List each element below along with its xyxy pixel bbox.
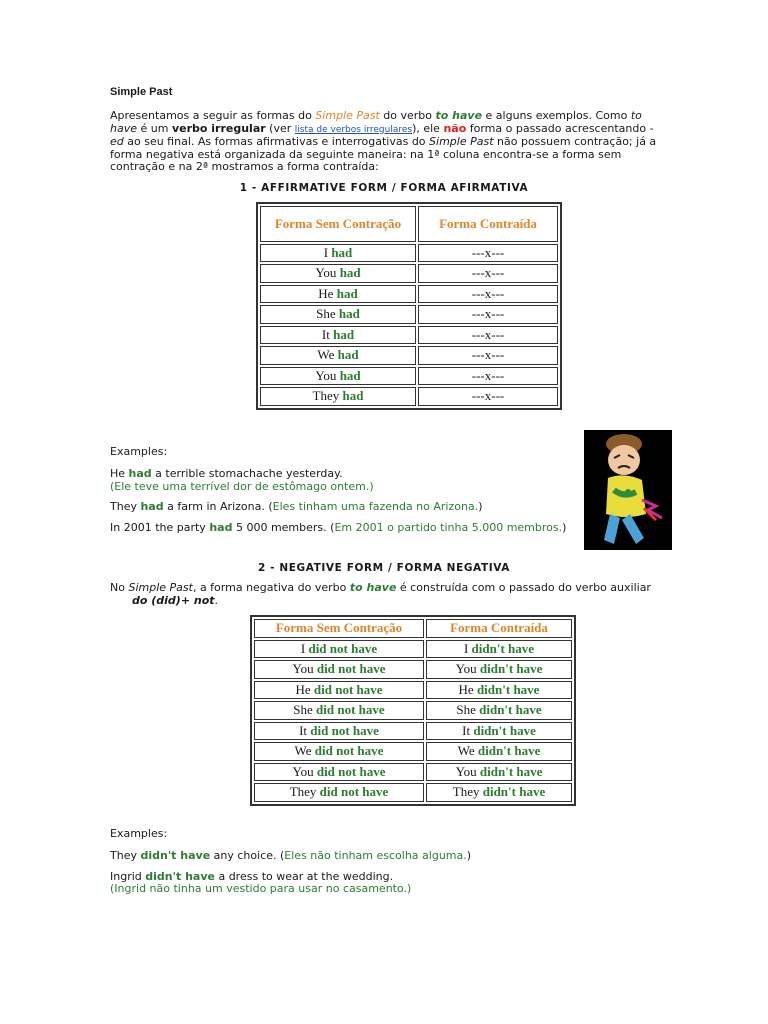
negative-uncontracted-cell: She did not have	[254, 701, 424, 720]
affirmative-uncontracted-cell: They had	[260, 387, 416, 406]
affirmative-contracted-cell: ---x---	[418, 346, 558, 365]
examples-label: Examples:	[110, 444, 168, 458]
negative-contracted-cell: It didn't have	[426, 722, 572, 741]
affirmative-heading: 1 - AFFIRMATIVE FORM / FORMA AFIRMATIVA	[239, 181, 529, 194]
affirmative-contracted-cell: ---x---	[418, 264, 558, 283]
negative-uncontracted-cell: You did not have	[254, 660, 424, 679]
negative-row	[254, 722, 572, 741]
negative-contracted-cell: You didn't have	[426, 763, 572, 782]
negative-contracted-cell: You didn't have	[426, 660, 572, 679]
negative-row	[254, 783, 572, 802]
negative-uncontracted-cell: I did not have	[254, 640, 424, 659]
negative-table	[250, 615, 576, 806]
example-5: Ingrid didn't have a dress to wear at the wedding. (Ingrid não tinha um vestido para usar no casamento.)	[110, 869, 412, 895]
affirmative-row	[260, 367, 558, 386]
affirmative-uncontracted-cell: He had	[260, 285, 416, 304]
affirmative-col-contracted: Forma Contraída	[418, 206, 558, 242]
affirmative-contracted-cell: ---x---	[418, 305, 558, 324]
negative-contracted-cell: I didn't have	[426, 640, 572, 659]
example-2: They had a farm in Arizona. (Eles tinham uma fazenda no Arizona.)	[110, 500, 483, 513]
example-1-translation: (Ele teve uma terrível dor de estômago ontem.)	[110, 479, 374, 493]
affirmative-col-uncontracted: Forma Sem Contração	[260, 206, 416, 242]
examples-affirmative	[110, 446, 658, 535]
examples-negative	[110, 828, 658, 896]
negative-uncontracted-cell: He did not have	[254, 681, 424, 700]
negative-row	[254, 681, 572, 700]
negative-contracted-cell: He didn't have	[426, 681, 572, 700]
example-4: They didn't have any choice. (Eles não tinham escolha alguma.)	[110, 849, 472, 862]
negative-uncontracted-cell: You did not have	[254, 763, 424, 782]
affirmative-contracted-cell: ---x---	[418, 244, 558, 263]
affirmative-uncontracted-cell: You had	[260, 367, 416, 386]
affirmative-row	[260, 326, 558, 345]
example-1: He had a terrible stomachache yesterday. (Ele teve uma terrível dor de estômago ontem.)	[110, 467, 374, 493]
negative-uncontracted-cell: They did not have	[254, 783, 424, 802]
negative-row	[254, 660, 572, 679]
negative-heading: 2 - NEGATIVE FORM / FORMA NEGATIVA	[258, 562, 510, 574]
irregular-verbs-link[interactable]: lista de verbos irregulares	[294, 124, 413, 135]
to-have-term: to have	[435, 109, 483, 122]
cartoon-sick-person-icon	[584, 430, 672, 550]
negative-uncontracted-cell: It did not have	[254, 722, 424, 741]
negative-contracted-cell: She didn't have	[426, 701, 572, 720]
affirmative-row	[260, 285, 558, 304]
negative-row	[254, 640, 572, 659]
affirmative-row	[260, 387, 558, 406]
negative-row	[254, 742, 572, 761]
affirmative-row	[260, 264, 558, 283]
affirmative-contracted-cell: ---x---	[418, 285, 558, 304]
nao-term: não	[443, 121, 467, 135]
page-title: Simple Past	[110, 86, 173, 98]
example-5-translation: (Ingrid não tinha um vestido para usar no casamento.)	[110, 882, 412, 895]
affirmative-uncontracted-cell: I had	[260, 244, 416, 263]
verbo-irregular-term: verbo irregular	[171, 121, 266, 135]
stomachache-illustration	[584, 430, 672, 550]
affirmative-uncontracted-cell: You had	[260, 264, 416, 283]
negative-contracted-cell: They didn't have	[426, 783, 572, 802]
negative-col-uncontracted: Forma Sem Contração	[254, 619, 424, 638]
intro-paragraph: Apresentamos a seguir as formas do Simple Past do verbo to have e alguns exemplos. Como to have é um verbo irregular (ver lista de verbos irregulares), ele não forma o passado acrescentando -ed ao seu final. As formas afirmativas e interrogativas do Simple Past não possuem contração; já a forma negativa está organizada da seguinte maneira: na 1ª coluna encontra-se a forma sem contração e na 2ª mostramos a forma contraída:	[110, 109, 657, 173]
affirmative-row	[260, 305, 558, 324]
affirmative-uncontracted-cell: We had	[260, 346, 416, 365]
affirmative-contracted-cell: ---x---	[418, 387, 558, 406]
negative-col-contracted: Forma Contraída	[426, 619, 572, 638]
negative-contracted-cell: We didn't have	[426, 742, 572, 761]
affirmative-row	[260, 346, 558, 365]
simple-past-term: Simple Past	[315, 109, 380, 122]
negative-row	[254, 701, 572, 720]
negative-intro: No Simple Past, a forma negativa do verbo to have é construída com o passado do verbo auxiliar do (did)+ not.	[110, 581, 651, 607]
affirmative-uncontracted-cell: It had	[260, 326, 416, 345]
affirmative-row	[260, 244, 558, 263]
negative-row	[254, 763, 572, 782]
example-3: In 2001 the party had 5 000 members. (Em 2001 o partido tinha 5.000 membros.)	[110, 520, 567, 534]
affirmative-uncontracted-cell: She had	[260, 305, 416, 324]
negative-uncontracted-cell: We did not have	[254, 742, 424, 761]
affirmative-contracted-cell: ---x---	[418, 326, 558, 345]
examples-label-2: Examples:	[110, 826, 168, 840]
affirmative-contracted-cell: ---x---	[418, 367, 558, 386]
affirmative-table	[256, 202, 562, 410]
document-body	[110, 86, 658, 904]
